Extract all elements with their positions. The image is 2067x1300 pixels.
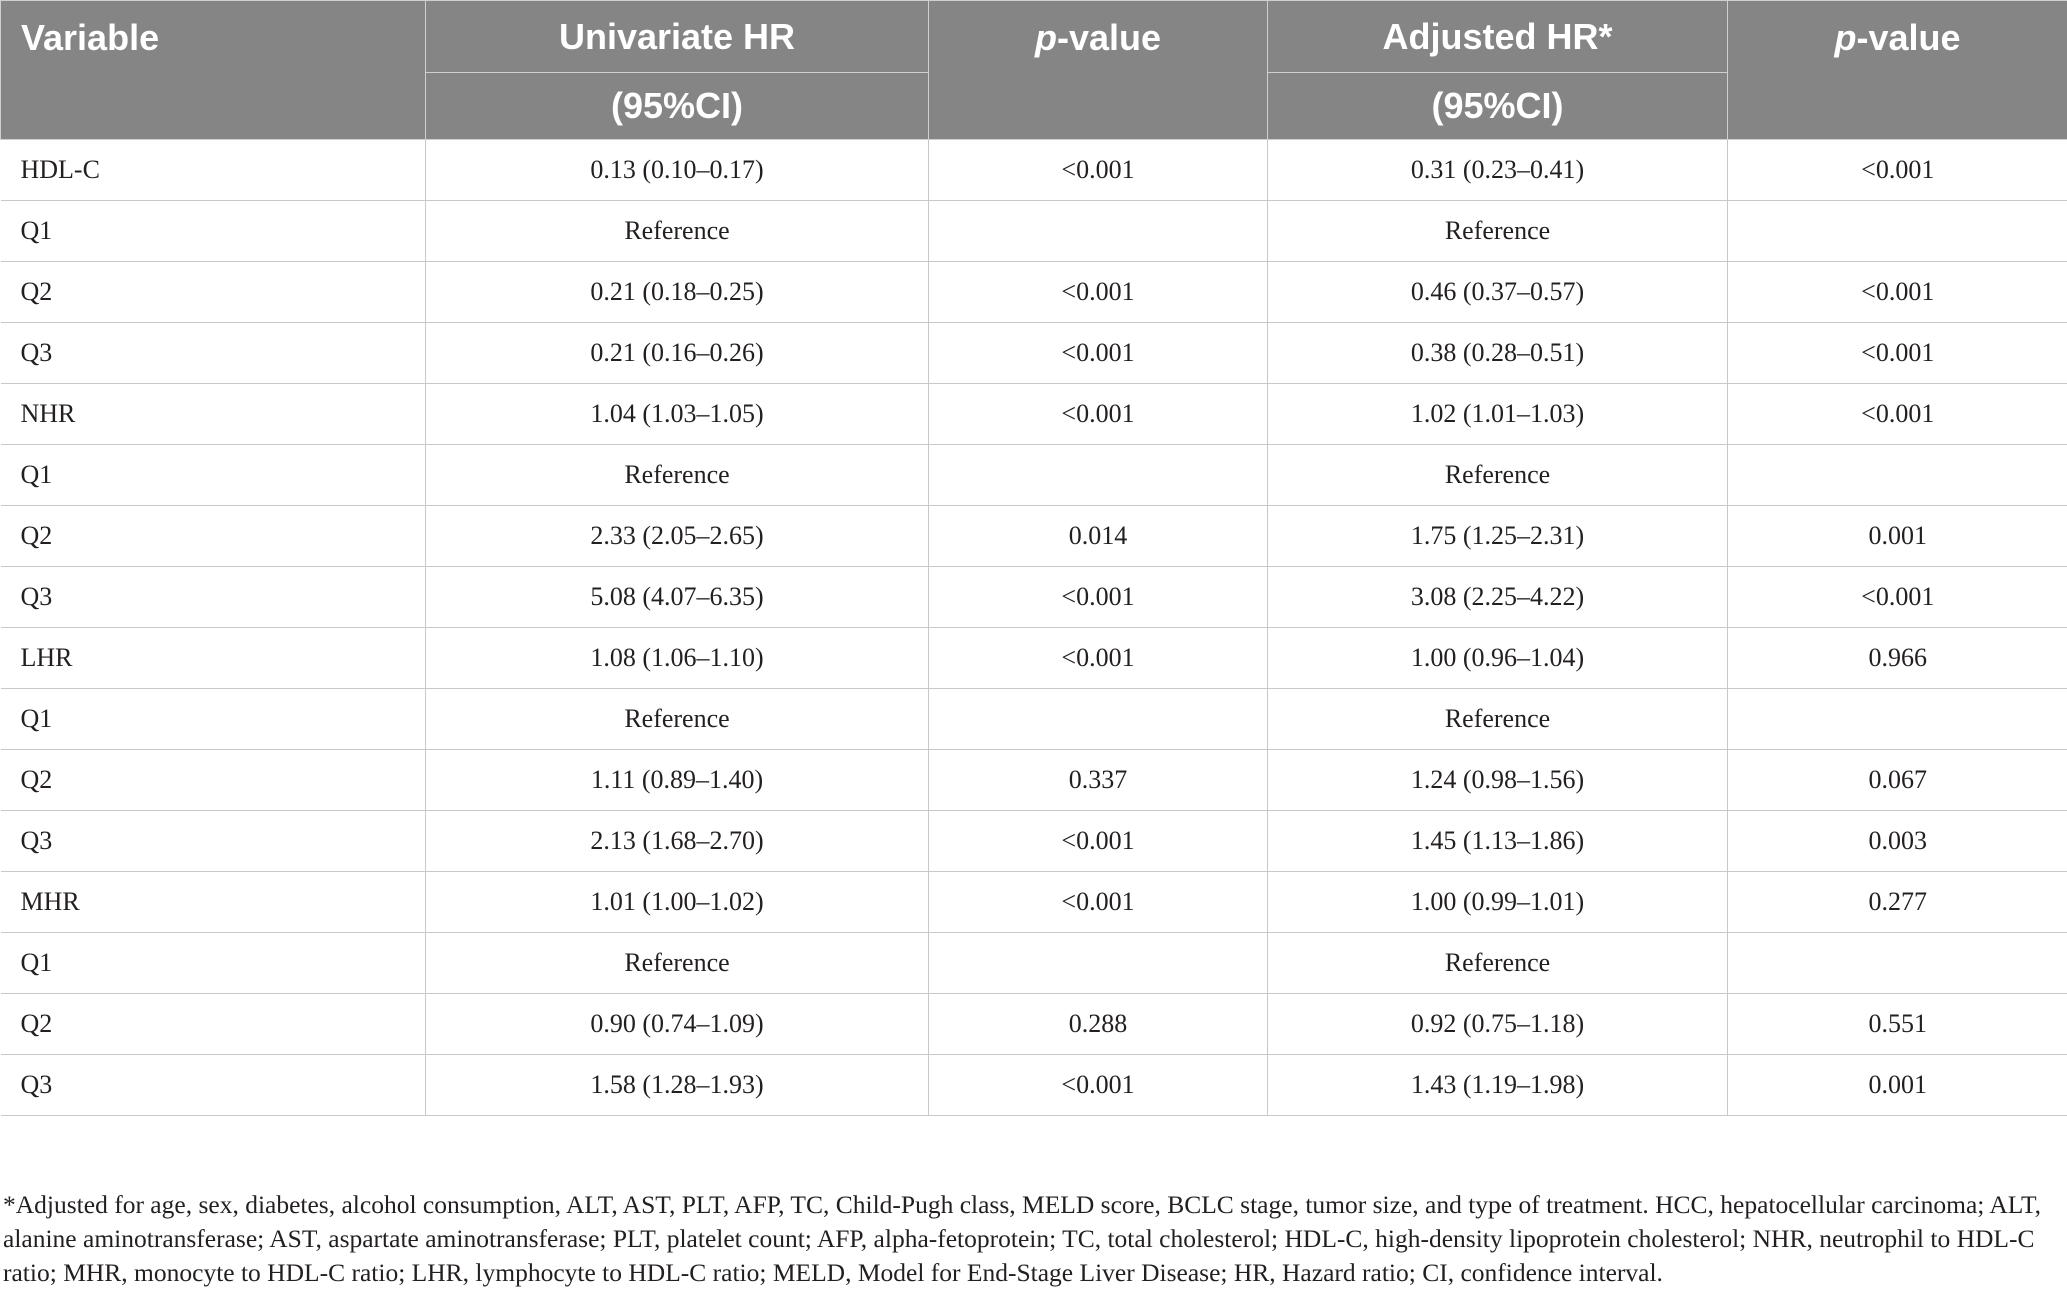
cell-pvalue-adjusted [1728,933,2067,994]
cell-pvalue-adjusted: 0.966 [1728,628,2067,689]
cell-variable: Q1 [1,933,426,994]
cell-univariate-hr: 2.33 (2.05–2.65) [426,506,929,567]
cell-variable: LHR [1,628,426,689]
cell-pvalue [929,201,1268,262]
cell-pvalue: <0.001 [929,323,1268,384]
table-row [1,994,2067,1055]
cell-adjusted-hr: 0.31 (0.23–0.41) [1268,140,1728,201]
cell-variable: Q3 [1,1055,426,1116]
table-row [1,445,2067,506]
cell-pvalue-adjusted: 0.067 [1728,750,2067,811]
header-pvalue2-suffix: -value [1856,17,1961,58]
cell-variable: Q1 [1,445,426,506]
cell-univariate-hr: Reference [426,445,929,506]
cell-univariate-hr: 1.04 (1.03–1.05) [426,384,929,445]
cell-univariate-hr: Reference [426,201,929,262]
table-row [1,933,2067,994]
header-univariate-ci: (95%CI) [426,73,929,140]
table-row [1,323,2067,384]
cell-univariate-hr: 2.13 (1.68–2.70) [426,811,929,872]
header-univariate-hr: Univariate HR [426,1,929,73]
table-row [1,506,2067,567]
cell-pvalue-adjusted: <0.001 [1728,567,2067,628]
cell-variable: Q1 [1,689,426,750]
table-footnote: *Adjusted for age, sex, diabetes, alcohol consumption, ALT, AST, PLT, AFP, TC, Child-Pugh class, MELD score, BCLC stage, tumor size, and type of treatment. HCC, hepatocellular carcinoma; ALT, alanine aminotransferase; AST, aspartate aminotransferase; PLT, platelet count; AFP, alpha-fetoprotein; TC, total cholesterol; HDL-C, high-density lipoprotein cholesterol; NHR, neutrophil to HDL-C ratio; MHR, monocyte to HDL-C ratio; LHR, lymphocyte to HDL-C ratio; MELD, Model for End-Stage Liver Disease; HR, Hazard ratio; CI, confidence interval. [3,1190,2042,1287]
cell-variable: Q2 [1,506,426,567]
cell-pvalue-adjusted: 0.551 [1728,994,2067,1055]
cell-pvalue: <0.001 [929,811,1268,872]
cell-pvalue-adjusted: <0.001 [1728,323,2067,384]
cell-variable: HDL-C [1,140,426,201]
table-row [1,567,2067,628]
cell-univariate-hr: 1.08 (1.06–1.10) [426,628,929,689]
cell-variable: Q2 [1,262,426,323]
cell-adjusted-hr: 0.46 (0.37–0.57) [1268,262,1728,323]
cell-adjusted-hr: Reference [1268,933,1728,994]
cell-adjusted-hr: Reference [1268,689,1728,750]
cell-pvalue: 0.288 [929,994,1268,1055]
cell-pvalue: <0.001 [929,262,1268,323]
cell-variable: Q1 [1,201,426,262]
cell-pvalue-adjusted: <0.001 [1728,384,2067,445]
table-row [1,384,2067,445]
cell-univariate-hr: 0.21 (0.16–0.26) [426,323,929,384]
cell-univariate-hr: 1.01 (1.00–1.02) [426,872,929,933]
table-row [1,201,2067,262]
cell-pvalue-adjusted [1728,445,2067,506]
header-variable: Variable [1,1,426,140]
cell-pvalue-adjusted: 0.001 [1728,1055,2067,1116]
cell-variable: Q3 [1,323,426,384]
cell-univariate-hr: Reference [426,689,929,750]
cell-pvalue: <0.001 [929,628,1268,689]
cell-adjusted-hr: Reference [1268,445,1728,506]
header-pvalue [929,1,1268,140]
cell-univariate-hr: 0.90 (0.74–1.09) [426,994,929,1055]
cell-univariate-hr: 0.21 (0.18–0.25) [426,262,929,323]
header-adjusted-ci: (95%CI) [1268,73,1728,140]
cell-variable: Q3 [1,811,426,872]
cell-pvalue-adjusted [1728,201,2067,262]
table-row [1,689,2067,750]
cell-pvalue [929,933,1268,994]
cell-variable: Q2 [1,994,426,1055]
cell-adjusted-hr: Reference [1268,201,1728,262]
cell-adjusted-hr: 1.45 (1.13–1.86) [1268,811,1728,872]
cell-adjusted-hr: 3.08 (2.25–4.22) [1268,567,1728,628]
cell-univariate-hr: 1.58 (1.28–1.93) [426,1055,929,1116]
table-row [1,262,2067,323]
cell-variable: Q3 [1,567,426,628]
header-pvalue-adjusted [1728,1,2067,140]
cell-adjusted-hr: 1.00 (0.96–1.04) [1268,628,1728,689]
cell-adjusted-hr: 1.02 (1.01–1.03) [1268,384,1728,445]
cell-adjusted-hr: 1.75 (1.25–2.31) [1268,506,1728,567]
cell-pvalue: 0.014 [929,506,1268,567]
cell-pvalue: 0.337 [929,750,1268,811]
cell-pvalue-adjusted: 0.001 [1728,506,2067,567]
cell-pvalue [929,445,1268,506]
cell-pvalue: <0.001 [929,1055,1268,1116]
cell-pvalue-adjusted: 0.003 [1728,811,2067,872]
cell-adjusted-hr: 0.92 (0.75–1.18) [1268,994,1728,1055]
cell-adjusted-hr: 1.00 (0.99–1.01) [1268,872,1728,933]
cell-pvalue-adjusted [1728,689,2067,750]
cell-pvalue-adjusted: <0.001 [1728,262,2067,323]
cell-adjusted-hr: 1.43 (1.19–1.98) [1268,1055,1728,1116]
cell-variable: Q2 [1,750,426,811]
cell-variable: MHR [1,872,426,933]
cell-pvalue-adjusted: 0.277 [1728,872,2067,933]
header-adjusted-hr: Adjusted HR* [1268,1,1728,73]
header-pvalue2-p: p [1834,17,1857,58]
header-pvalue-suffix: -value [1056,17,1162,58]
cell-pvalue-adjusted: <0.001 [1728,140,2067,201]
cell-univariate-hr: Reference [426,933,929,994]
cell-adjusted-hr: 1.24 (0.98–1.56) [1268,750,1728,811]
table-row [1,628,2067,689]
header-pvalue-p: p [1034,17,1057,58]
cell-pvalue: <0.001 [929,140,1268,201]
table-row [1,872,2067,933]
cell-univariate-hr: 1.11 (0.89–1.40) [426,750,929,811]
cell-univariate-hr: 0.13 (0.10–0.17) [426,140,929,201]
table-row [1,1055,2067,1116]
cell-pvalue: <0.001 [929,872,1268,933]
cell-pvalue: <0.001 [929,384,1268,445]
table-row [1,811,2067,872]
cell-adjusted-hr: 0.38 (0.28–0.51) [1268,323,1728,384]
cell-pvalue [929,689,1268,750]
cell-univariate-hr: 5.08 (4.07–6.35) [426,567,929,628]
cell-pvalue: <0.001 [929,567,1268,628]
cell-variable: NHR [1,384,426,445]
header-row [1,1,2067,73]
table-row [1,750,2067,811]
table-row [1,140,2067,201]
